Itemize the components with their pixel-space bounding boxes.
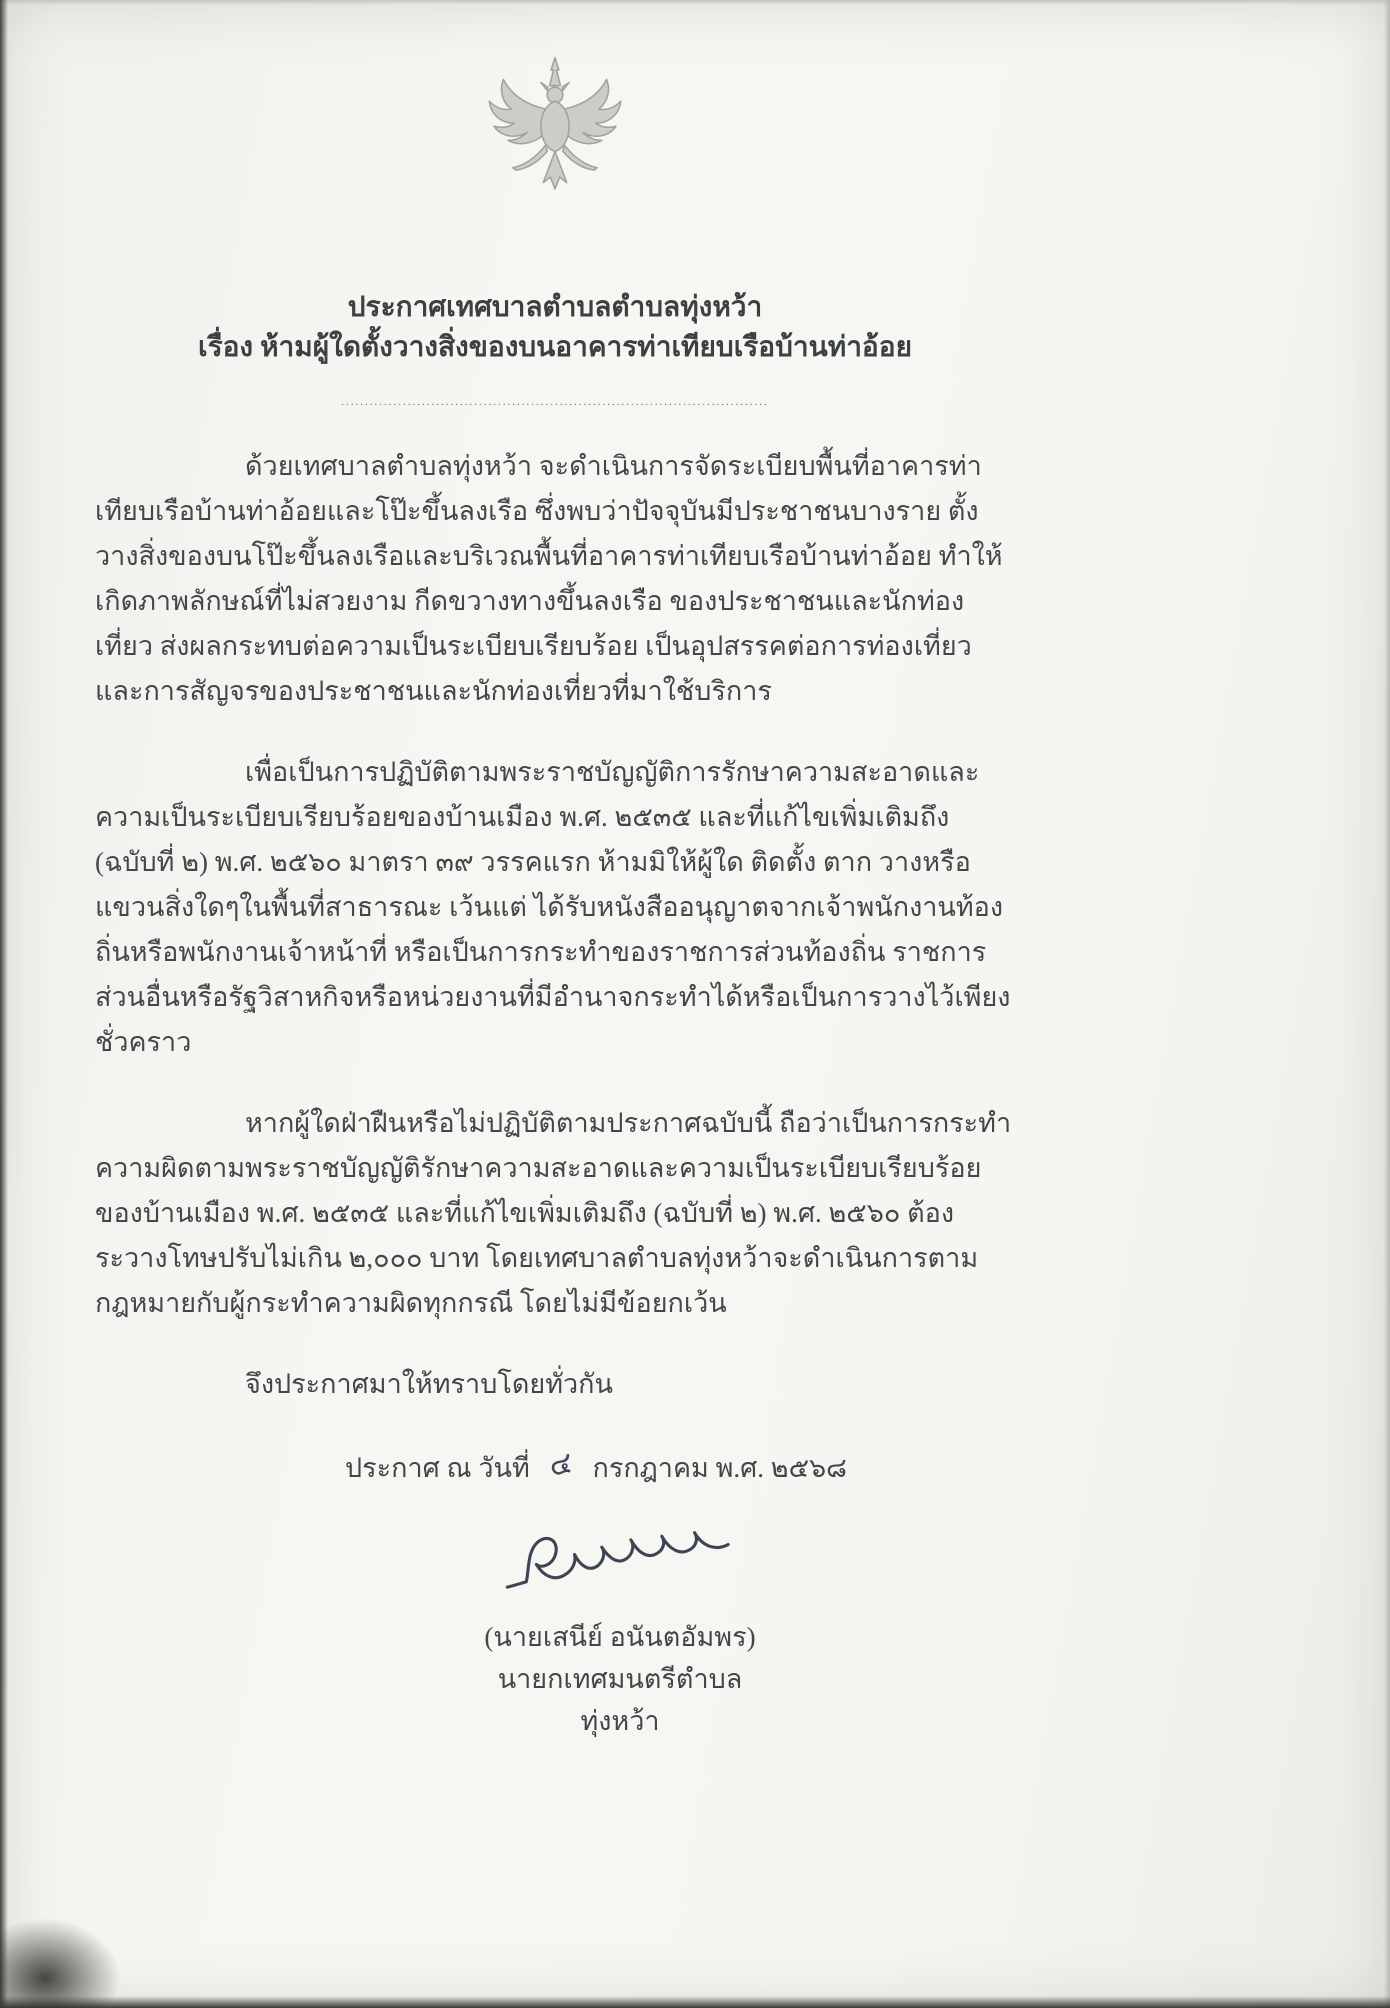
separator-dots: ..........................................................................................: [341, 396, 769, 408]
signature-handwriting: [465, 1509, 775, 1614]
garuda-emblem-icon: [95, 0, 1015, 210]
paragraph-1: ด้วยเทศบาลตำบลทุ่งหว้า จะดำเนินการจัดระเบียบพื้นที่อาคารท่าเทียบเรือบ้านท่าอ้อยและโป๊ะขึ้นลงเรือ ซึ่งพบว่าปัจจุบันมีประชาชนบางราย ตั้ง วางสิ่งของบนโป๊ะขึ้นลงเรือและบริเวณพื้นที่อาคารท่าเทียบเรือบ้านท่าอ้อย ทำให้เกิดภาพลักษณ์ที่ไม่สวยงาม กีดขวางทางขึ้นลงเรือ ของประชาชนและนักท่องเที่ยว ส่งผลกระทบต่อความเป็นระเบียบเรียบร้อย เป็นอุปสรรคต่อการท่องเที่ยวและการสัญจรของประชาชนและนักท่องเที่ยวที่มาใช้บริการ: [95, 451, 1003, 706]
document-content: [95, 0, 1015, 1742]
scan-edge-left: [0, 0, 8, 2008]
paragraph-3: หากผู้ใดฝ่าฝืนหรือไม่ปฏิบัติตามประกาศฉบับนี้ ถือว่าเป็นการกระทำความผิดตามพระราชบัญญัติรักษาความสะอาดและความเป็นระเบียบเรียบร้อยของบ้านเมือง พ.ศ. ๒๕๓๕ และที่แก้ไขเพิ่มเติมถึง (ฉบับที่ ๒) พ.ศ. ๒๕๖๐ ต้องระวางโทษปรับไม่เกิน ๒,๐๐๐ บาท โดยเทศบาลตำบลทุ่งหว้าจะดำเนินการตามกฎหมายกับผู้กระทำความผิดทุกกรณี โดยไม่มีข้อยกเว้น: [95, 1108, 1012, 1318]
scan-edge-top: [0, 0, 1390, 5]
scan-edge-right: [1384, 0, 1390, 2008]
closing-line: จึงประกาศมาให้ทราบโดยทั่วกัน: [245, 1369, 613, 1399]
document-title: ประกาศเทศบาลตำบลตำบลทุ่งหว้า: [347, 292, 763, 323]
document-subject: เรื่อง ห้ามผู้ใดตั้งวางสิ่งของบนอาคารท่าเทียบเรือบ้านท่าอ้อย: [198, 332, 912, 363]
date-suffix: กรกฎาคม พ.ศ. ๒๕๖๘: [592, 1453, 847, 1483]
signer-title: นายกเทศมนตรีตำบลทุ่งหว้า: [497, 1664, 743, 1736]
date-prefix: ประกาศ ณ วันที่: [345, 1453, 530, 1483]
scan-edge-bottom: [0, 1996, 1390, 2008]
signer-name: (นายเสนีย์ อนันตอัมพร): [484, 1622, 756, 1652]
scan-shadow-corner: [0, 1918, 120, 2008]
signature-block: [465, 1509, 775, 1742]
date-line: [345, 1445, 1015, 1491]
date-day-handwritten: ๔: [546, 1446, 575, 1483]
paragraph-2: เพื่อเป็นการปฏิบัติตามพระราชบัญญัติการรักษาความสะอาดและความเป็นระเบียบเรียบร้อยของบ้านเมือง พ.ศ. ๒๕๓๕ และที่แก้ไขเพิ่มเติมถึง (ฉบับที่ ๒) พ.ศ. ๒๕๖๐ มาตรา ๓๙ วรรคแรก ห้ามมิให้ผู้ใด ติดตั้ง ตาก วางหรือแขวนสิ่งใดๆในพื้นที่สาธารณะ เว้นแต่ ได้รับหนังสืออนุญาตจากเจ้าพนักงานท้องถิ่นหรือพนักงานเจ้าหน้าที่ หรือเป็นการกระทำของราชการส่วนท้องถิ่น ราชการส่วนอื่นหรือรัฐวิสาหกิจหรือหน่วยงานที่มีอำนาจกระทำได้หรือเป็นการวางไว้เพียงชั่วคราว: [95, 757, 1011, 1057]
